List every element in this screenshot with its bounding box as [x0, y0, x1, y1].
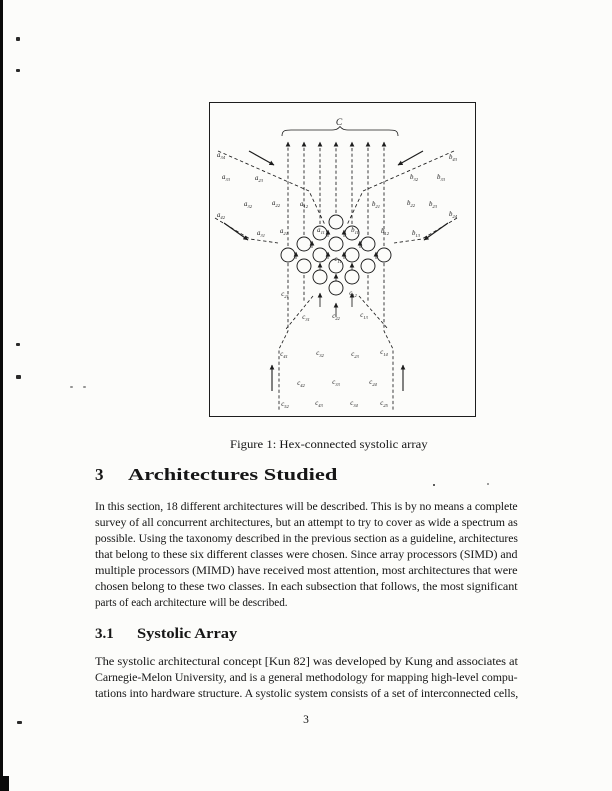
fig-label-c41: $c_{41}$: [280, 351, 288, 359]
paragraph-line: tations into hardware structure. A systolic system consists of a set of interconnected cells,: [95, 688, 519, 700]
fig-label-a11: $a_{11}$: [317, 227, 325, 235]
paragraph-line: In this section, 18 different architectures will be described. This is by no means a complete: [95, 501, 518, 513]
scan-speck: [16, 37, 20, 41]
fig-label-c34: $c_{34}$: [350, 400, 358, 408]
fig-label-b43: $b_{43}$: [449, 154, 457, 162]
fig-label-b22: $b_{22}$: [407, 200, 415, 208]
scan-speck: [83, 386, 86, 388]
fig-label-c22: $c_{22}$: [332, 313, 340, 321]
subsection-paragraph: [95, 654, 518, 702]
subsection-title: Systolic Array: [137, 626, 238, 642]
fig-label-b21: $b_{21}$: [372, 201, 380, 209]
fig-label-a33: $a_{33}$: [222, 174, 230, 182]
fig-label-b23: $b_{23}$: [429, 201, 437, 209]
a-flow-arrow: [224, 223, 248, 240]
fig-label-a31: $a_{31}$: [257, 230, 265, 238]
scan-speck: [16, 375, 21, 379]
fig-label-b11: $b_{11}$: [351, 227, 359, 235]
fig-label-c43: $c_{43}$: [315, 400, 323, 408]
b-flow-arrow: [398, 151, 423, 165]
a-stream-upper: [218, 151, 325, 225]
fig-label-b12: $b_{12}$: [381, 228, 389, 236]
scan-speck: [433, 484, 435, 486]
paragraph-line: Carnegie-Melon University, and is a general methodology for mapping high-level compu-: [95, 672, 518, 684]
fig-label-c42: $c_{42}$: [297, 380, 305, 388]
paragraph-line: The systolic architectural concept [Kun 82] was developed by Kung and associates at: [95, 656, 518, 668]
fig-label-a42: $a_{42}$: [217, 212, 225, 220]
section-paragraph: [95, 499, 518, 611]
fig-label-b13: $b_{13}$: [412, 230, 420, 238]
fig-label-c12: $c_{12}$: [349, 290, 357, 298]
figure-1-diagram: [209, 102, 476, 417]
paragraph-line: possible. Using the taxonomy described in the previous section as a guideline, architectures: [95, 533, 518, 545]
cell-array: [281, 215, 391, 295]
funnel-left: [279, 263, 288, 411]
fig-label-c13: $c_{13}$: [360, 312, 368, 320]
fig-label-c31: $c_{31}$: [302, 314, 310, 322]
scan-speck: [487, 483, 489, 485]
b-flow-arrow: [424, 223, 448, 240]
fig-label-c23: $c_{23}$: [351, 351, 359, 359]
scan-edge-artifact: [0, 0, 3, 791]
fig-label-c24: $c_{24}$: [369, 379, 377, 387]
fig-label-c25: $c_{25}$: [380, 400, 388, 408]
fig-label-c14: $c_{14}$: [380, 349, 388, 357]
funnel-right: [384, 263, 393, 411]
scan-corner-artifact: [0, 776, 9, 791]
section-title: Architectures Studied: [128, 465, 338, 484]
fig-label-a34: $a_{34}$: [217, 152, 225, 160]
b-stream-upper: [347, 151, 454, 225]
paragraph-line: chosen belong to these two classes. In each subsection that follows, the most significant: [95, 581, 518, 593]
paragraph-line: parts of each architecture will be described.: [95, 597, 288, 609]
figure-caption-text: Figure 1: Hex-connected systolic array: [230, 437, 428, 451]
fig-label-a22: $a_{22}$: [272, 200, 280, 208]
fig-label-a32: $a_{32}$: [244, 201, 252, 209]
section-heading: [95, 465, 338, 485]
fig-label-c21: $c_{21}$: [281, 291, 289, 299]
fig-label-C: C: [335, 118, 343, 128]
fig-label-c33: $c_{33}$: [332, 379, 340, 387]
fig-label-a21: $a_{21}$: [280, 228, 288, 236]
subsection-number: 3.1: [95, 626, 114, 642]
fig-label-c32: $c_{32}$: [316, 350, 324, 358]
scan-speck: [16, 343, 20, 346]
a-flow-arrow: [249, 151, 274, 165]
paragraph-line: multiple processors (MIMD) have received most attention, most architectures that were: [95, 565, 518, 577]
page-number: 3: [303, 714, 309, 726]
fig-label-c52: $c_{52}$: [281, 401, 289, 409]
fig-label-b33: $b_{33}$: [437, 174, 445, 182]
scan-speck: [70, 386, 73, 388]
fig-label-b32: $b_{32}$: [410, 174, 418, 182]
scan-speck: [16, 69, 20, 72]
figure-caption: [230, 437, 428, 452]
paragraph-line: survey of all concurrent architectures, but an attempt to try to cover as wide a spectrum as: [95, 517, 518, 529]
fig-label-c11: $c_{11}$: [334, 256, 342, 264]
fig-label-a23: $a_{23}$: [255, 175, 263, 183]
fig-label-a12: $a_{12}$: [300, 201, 308, 209]
subsection-heading: [95, 626, 238, 643]
hex-systolic-array-figure: [210, 103, 475, 416]
fig-label-b24: $b_{24}$: [449, 211, 457, 219]
section-number: 3: [95, 465, 104, 484]
paragraph-line: that belong to these six different classes were chosen. Since array processors (SIMD) and: [95, 549, 518, 561]
